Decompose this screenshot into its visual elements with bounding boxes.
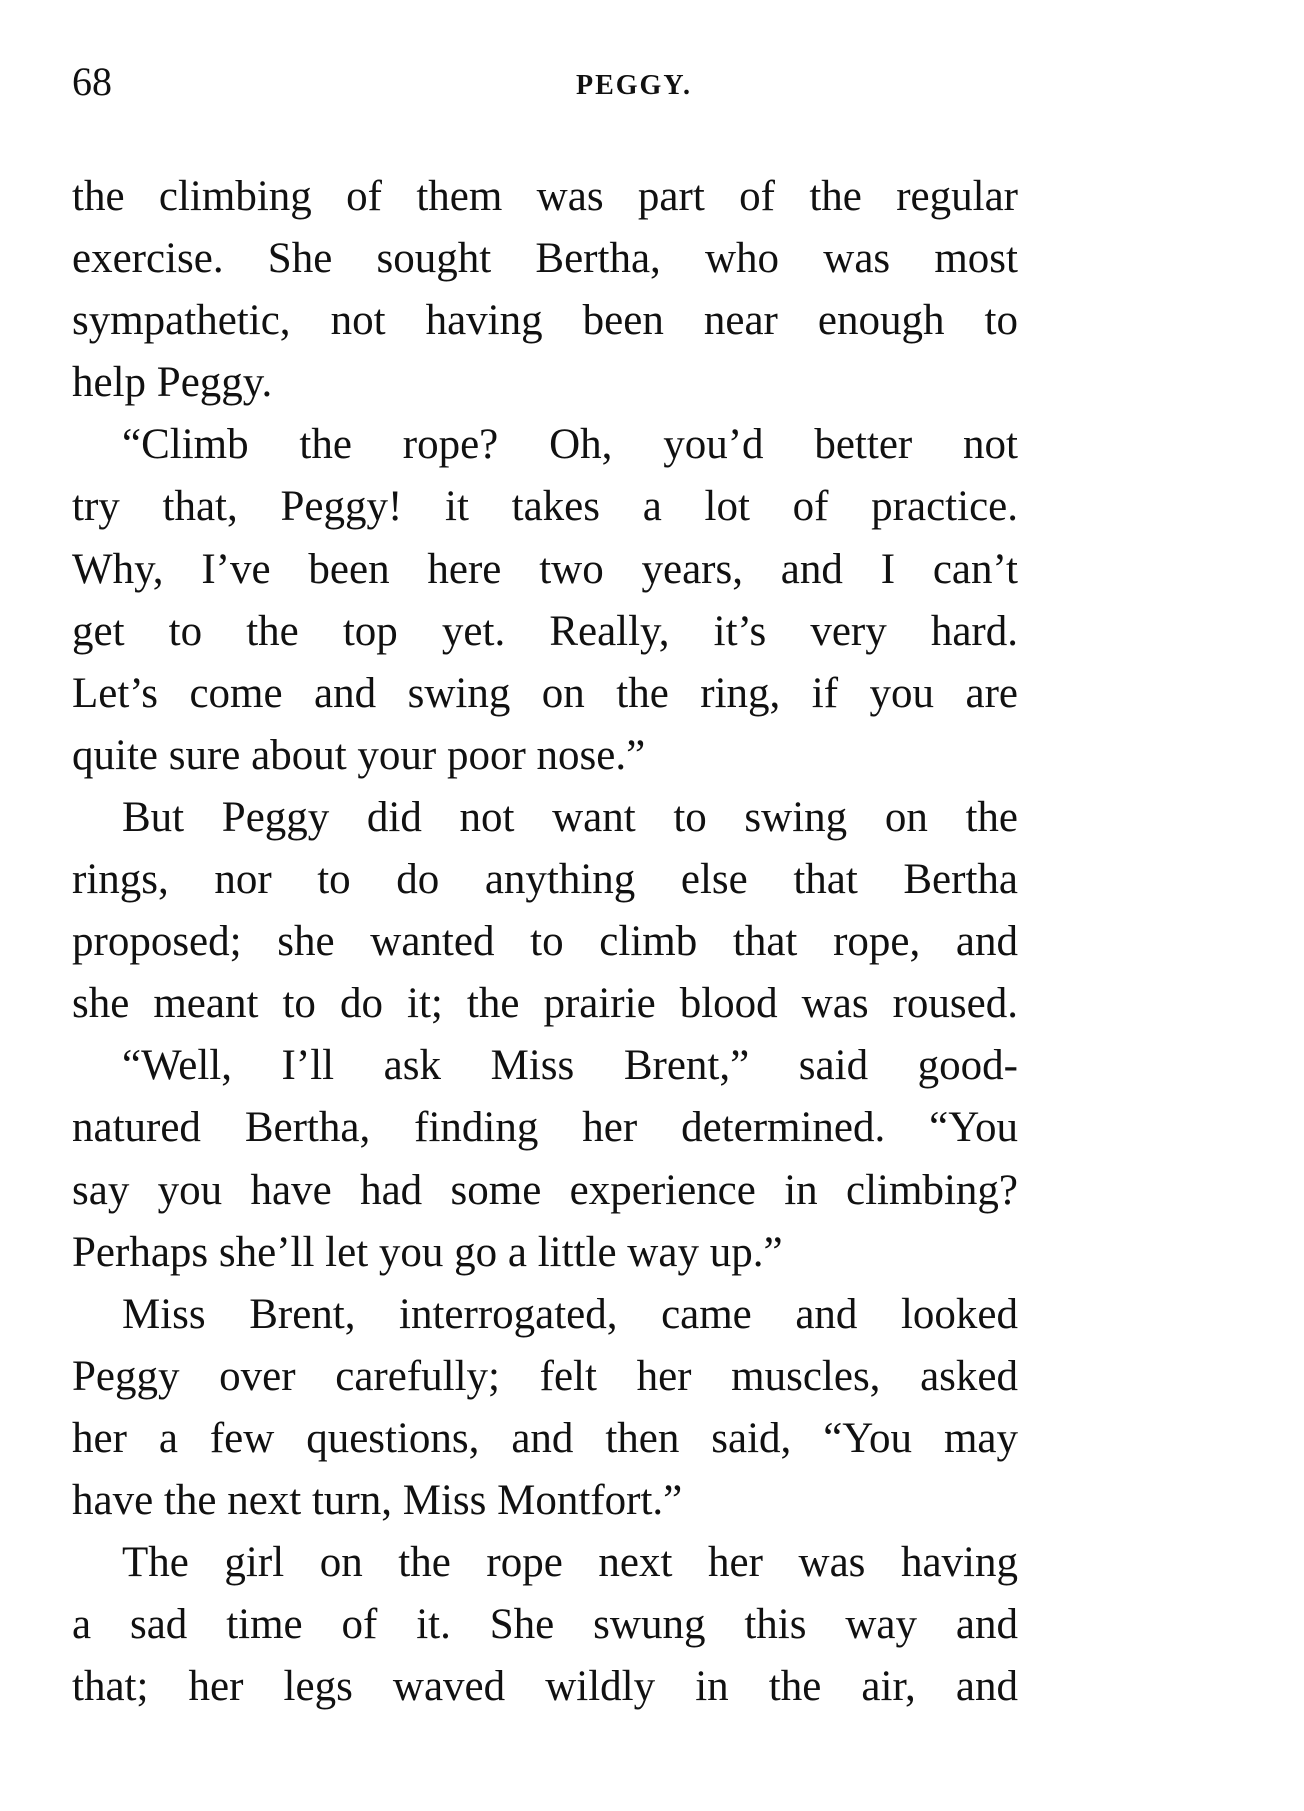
text-line: get to the top yet. Really, it’s very hard. [72, 607, 1018, 655]
text-line: that; her legs waved wildly in the air, and [72, 1663, 1018, 1711]
text-line: say you have had some experience in climbing? [72, 1166, 1018, 1214]
text-line: rings, nor to do anything else that Bertha [72, 856, 1018, 904]
text-line: exercise. She sought Bertha, who was most [72, 235, 1018, 283]
text-line: try that, Peggy! it takes a lot of practice. [72, 483, 1018, 531]
text-line: have the next turn, Miss Montfort.” [72, 1476, 683, 1524]
body-text [72, 166, 1018, 1718]
text-line: Why, I’ve been here two years, and I can’t [72, 545, 1018, 593]
text-line: But Peggy did not want to swing on the [122, 793, 1018, 841]
text-line: the climbing of them was part of the regular [72, 173, 1018, 220]
running-title: PEGGY. [576, 70, 692, 101]
text-line: sympathetic, not having been near enough to [72, 297, 1018, 345]
text-line: proposed; she wanted to climb that rope, and [72, 918, 1018, 966]
text-line: Perhaps she’ll let you go a little way up.” [72, 1228, 783, 1276]
book-page [72, 52, 1018, 1718]
text-line: Peggy over carefully; felt her muscles, asked [72, 1352, 1018, 1400]
text-line: “Well, I’ll ask Miss Brent,” said good- [122, 1042, 1018, 1090]
page-number: 68 [72, 59, 112, 104]
text-line: quite sure about your poor nose.” [72, 731, 646, 779]
text-line: Miss Brent, interrogated, came and looked [122, 1290, 1018, 1338]
text-line: a sad time of it. She swung this way and [72, 1601, 1018, 1649]
text-line: her a few questions, and then said, “You may [72, 1414, 1018, 1462]
text-line: “Climb the rope? Oh, you’d better not [122, 421, 1018, 469]
text-line: natured Bertha, finding her determined. “You [72, 1104, 1018, 1152]
text-line: help Peggy. [72, 359, 273, 407]
text-line: Let’s come and swing on the ring, if you are [72, 669, 1018, 717]
text-line: The girl on the rope next her was having [122, 1539, 1018, 1587]
page-header [72, 52, 1018, 116]
text-line: she meant to do it; the prairie blood was roused. [72, 980, 1018, 1028]
